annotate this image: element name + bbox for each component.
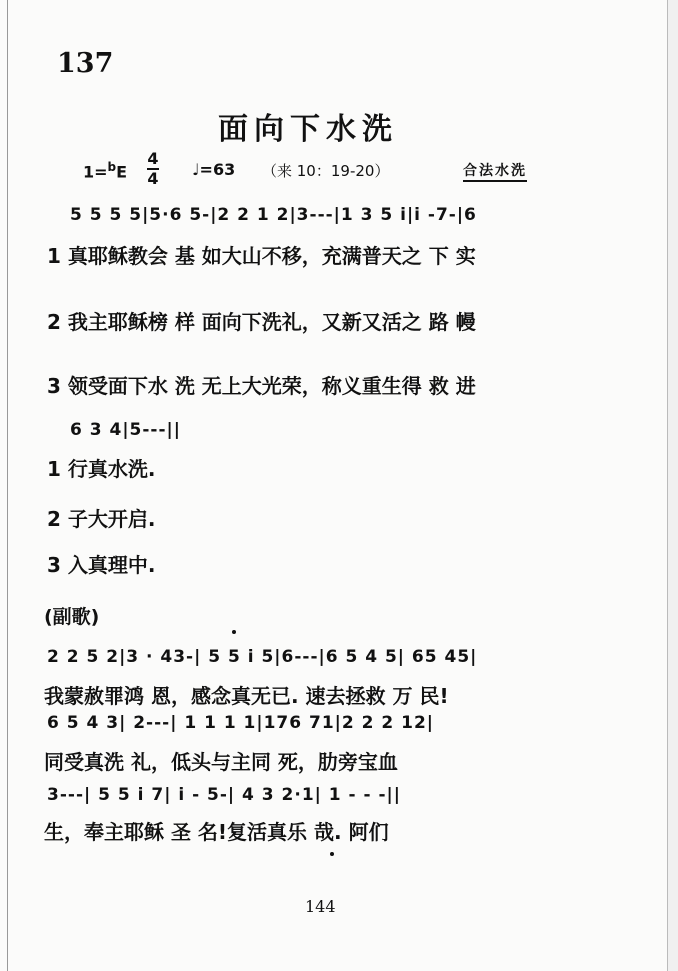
verse-notes-line-1: 5 5 5 5|5·6 5-|2 2 1 2|3---|1 3 5 i|i -7-|6: [70, 205, 477, 225]
chorus-label: (副歌): [44, 606, 100, 628]
page-number: 144: [305, 897, 336, 916]
verse-1-lyrics: 1 真耶稣教会 基 如大山不移，充满普天之 下 实: [47, 244, 476, 268]
hymn-number: 137: [57, 48, 114, 79]
page-edge-left: [0, 0, 8, 971]
time-top: 4: [147, 149, 159, 168]
chorus-lyrics-line-2: 同受真洗 礼，低头与主同 死，肋旁宝血: [44, 750, 398, 774]
tempo-marking: ♩=63: [192, 160, 236, 179]
time-signature: [146, 150, 160, 188]
verse-3-ending: 3 入真理中.: [47, 553, 156, 577]
hymn-title: 面向下水洗: [218, 112, 398, 147]
chorus-notes-line-1: 2 2 5 2|3 · 43-| 5 5 i 5|6---|6 5 4 5| 65 45|: [47, 647, 478, 667]
verse-3-lyrics: 3 领受面下水 洗 无上大光荣，称义重生得 救 进: [47, 374, 476, 398]
verse-1-ending: 1 行真水洗.: [47, 457, 156, 481]
chorus-lyrics-line-1: 我蒙赦罪鸿 恩，感念真无已. 速去拯救 万 民!: [44, 684, 449, 708]
chorus-notes-line-3: 3---| 5 5 i 7| i - 5-| 4 3 2·1| 1 - - -||: [47, 785, 401, 805]
key-signature: 1=$^b$E: [83, 160, 128, 182]
verse-notes-line-2: 6 3 4|5---||: [70, 420, 181, 440]
scan-speck: [232, 630, 236, 634]
verse-2-lyrics: 2 我主耶稣榜 样 面向下洗礼，又新又活之 路 幔: [47, 310, 476, 334]
page-edge-right: [667, 0, 678, 971]
tune-name: 合法水洗: [463, 160, 527, 182]
scan-speck: [330, 852, 334, 856]
chorus-lyrics-line-3: 生，奉主耶稣 圣 名!复活真乐 哉. 阿们: [44, 820, 389, 844]
chorus-notes-line-2: 6 5 4 3| 2---| 1 1 1 1|176 71|2 2 2 12|: [47, 713, 434, 733]
verse-2-ending: 2 子大开启.: [47, 507, 156, 531]
time-bottom: 4: [147, 169, 159, 188]
scripture-reference: （来 10：19-20）: [262, 162, 390, 180]
